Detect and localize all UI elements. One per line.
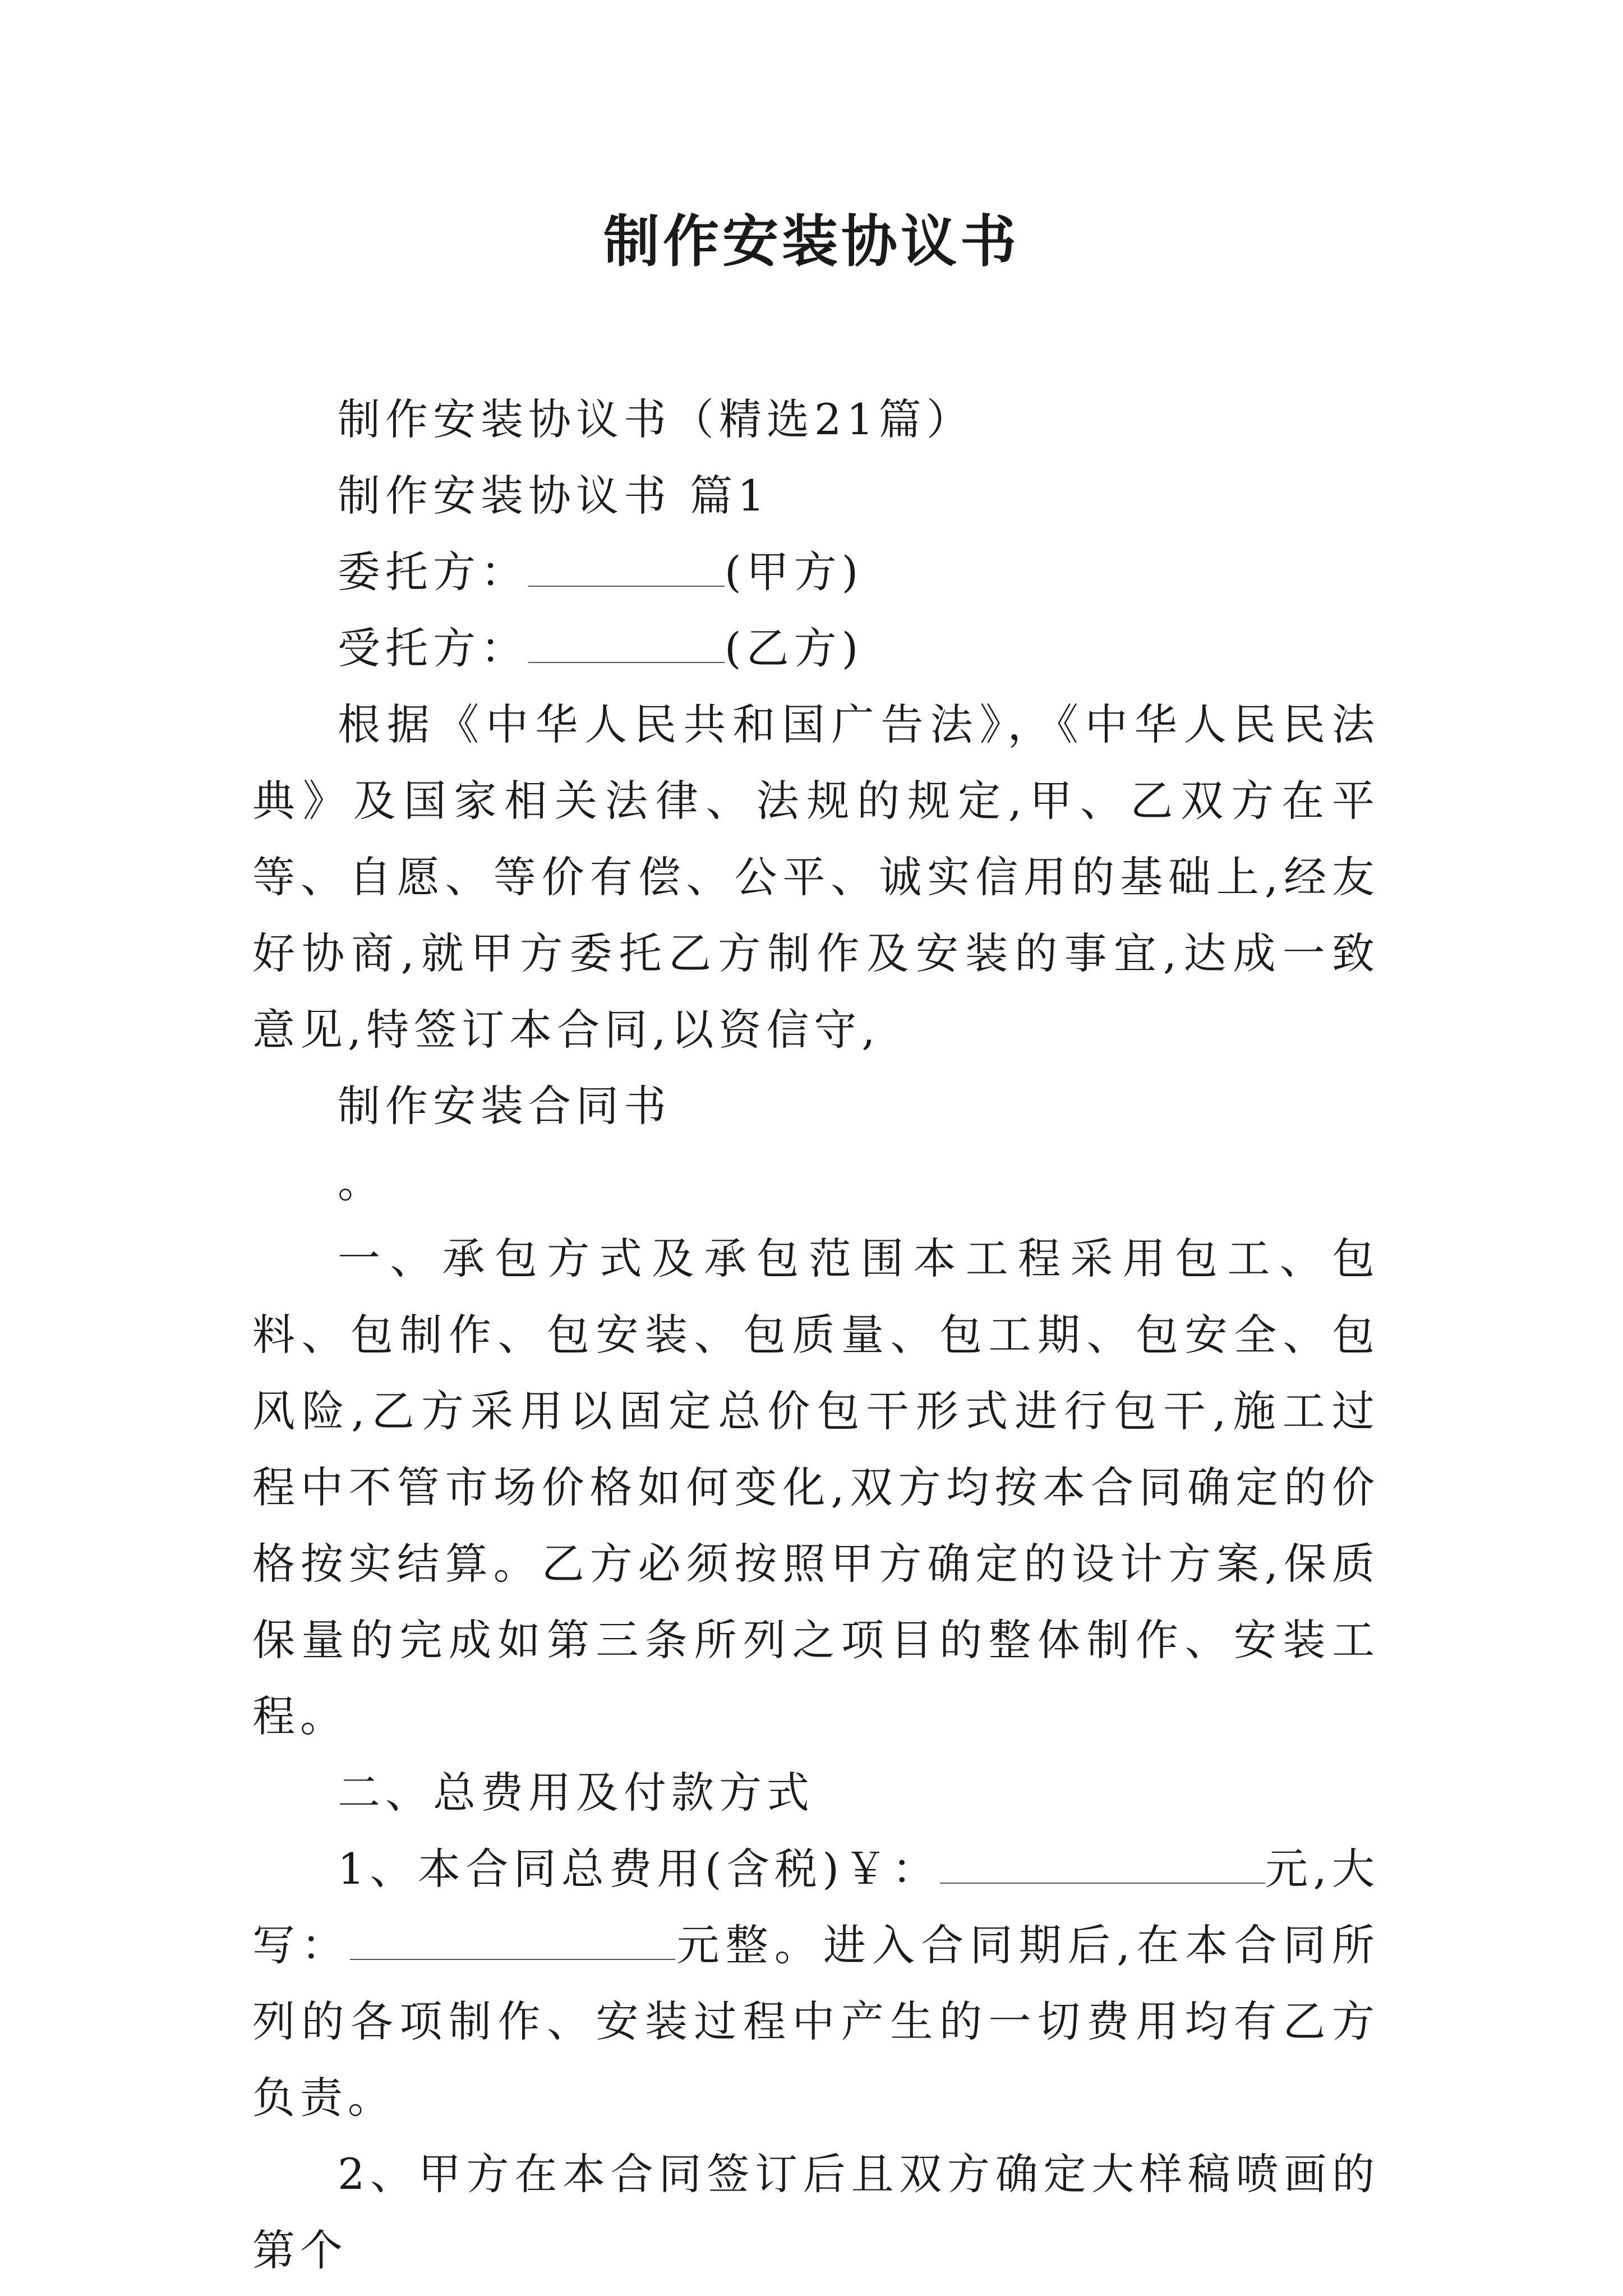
party-a-blank [528,546,725,587]
clause-1-paragraph: 一、承包方式及承包范围本工程采用包工、包料、包制作、包安装、包质量、包工期、包安全、包风险,乙方采用以固定总价包干形式进行包干,施工过程中不管市场价格如何变化,双方均按本合同确定的价格按实结算。乙方必须按照甲方确定的设计方案,保质保量的完成如第三条所列之项目的整体制作、安装工程。 [252,1234,1380,1741]
party-a-label: 委托方： [338,547,528,597]
party-b-blank [528,623,725,663]
clause-2-heading: 二、总费用及付款方式 [338,1768,814,1818]
clause-2-item-1 [252,1831,1380,2136]
document-title: 制作安装协议书 [603,208,1020,274]
clause-2-item-1-suffix: 元整。进入合同期后,在本合同所列的各项制作、安装过程中产生的一切费用均有乙方负责。 [252,1920,1380,2123]
amount-figure-blank [940,1843,1265,1884]
clause-2-item-2: 2、甲方在本合同签订后且双方确定大样稿喷画的第个 [252,2149,1380,2275]
contract-name: 制作安装合同书 [338,1081,671,1131]
party-b-suffix: (乙方) [725,623,864,673]
clause-2-item-1-middle: 元,大写： [252,1844,1380,1970]
document-body [252,381,1380,2289]
amount-words-blank [350,1920,675,1960]
section-heading: 制作安装协议书 篇1 [338,471,770,521]
intro-paragraph: 根据《中华人民共和国广告法》，《中华人民民法典》及国家相关法律、法规的规定,甲、乙双方在平等、自愿、等价有偿、公平、诚实信用的基础上,经友好协商,就甲方委托乙方制作及安装的事宜,达成一致意见,特签订本合同,以资信守, [252,700,1380,1055]
party-a-line [252,534,1380,610]
clause-2-item-1-prefix: 1、本合同总费用(含税)￥： [338,1844,940,1894]
period-line: 。 [338,1157,385,1207]
party-b-line [252,610,1380,687]
party-b-label: 受托方： [338,623,528,673]
document-subtitle: 制作安装协议书（精选21篇） [338,394,974,444]
party-a-suffix: (甲方) [725,547,864,597]
